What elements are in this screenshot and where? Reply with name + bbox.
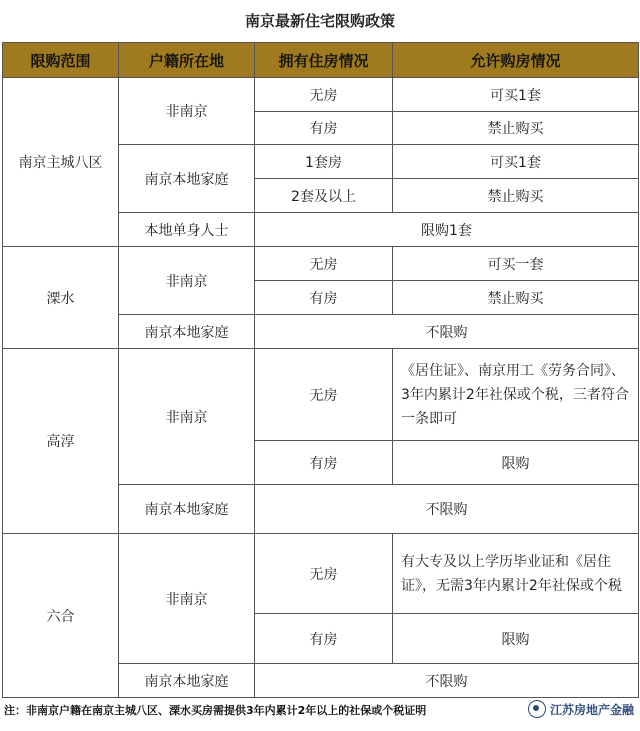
page-title: 南京最新住宅限购政策 — [244, 12, 395, 30]
allowed-cell: 可买一套 — [393, 247, 639, 281]
allowed-cell: 有大专及以上学历毕业证和《居住证》，无需3年内累计2年社保或个税 — [393, 534, 639, 614]
hukou-cell: 非南京 — [119, 247, 255, 315]
allowed-cell: 限购 — [393, 441, 639, 485]
owned-cell: 有房 — [255, 112, 393, 145]
allowed-cell: 可买1套 — [393, 78, 639, 112]
owned-cell: 有房 — [255, 441, 393, 485]
hukou-cell: 本地单身人士 — [119, 213, 255, 247]
allowed-cell: 限购 — [393, 614, 639, 664]
owned-cell: 1套房 — [255, 145, 393, 179]
allowed-cell: 禁止购买 — [393, 112, 639, 145]
owned-cell: 无房 — [255, 247, 393, 281]
allowed-cell: 可买1套 — [393, 145, 639, 179]
allowed-cell: 不限购 — [255, 664, 639, 698]
area-cell: 溧水 — [3, 247, 119, 349]
table-row — [3, 78, 639, 112]
hukou-cell: 南京本地家庭 — [119, 485, 255, 534]
hukou-cell: 南京本地家庭 — [119, 145, 255, 213]
owned-cell: 无房 — [255, 78, 393, 112]
owned-cell: 无房 — [255, 349, 393, 441]
owned-cell: 2套及以上 — [255, 179, 393, 213]
policy-table — [2, 42, 639, 698]
table-row — [3, 534, 639, 614]
allowed-cell: 禁止购买 — [393, 179, 639, 213]
table-row — [3, 349, 639, 441]
area-cell: 六合 — [3, 534, 119, 698]
header-hukou: 户籍所在地 — [119, 43, 255, 78]
owned-cell: 无房 — [255, 534, 393, 614]
hukou-cell: 南京本地家庭 — [119, 664, 255, 698]
table-row — [3, 247, 639, 281]
allowed-cell: 不限购 — [255, 485, 639, 534]
header-allowed: 允许购房情况 — [393, 43, 639, 78]
watermark — [528, 700, 634, 718]
wechat-account-icon — [528, 700, 546, 718]
owned-cell: 有房 — [255, 281, 393, 315]
allowed-cell: 不限购 — [255, 315, 639, 349]
hukou-cell: 南京本地家庭 — [119, 315, 255, 349]
allowed-cell: 《居住证》、南京用工《劳务合同》、3年内累计2年社保或个税，三者符合一条即可 — [393, 349, 639, 441]
footnote: 注：非南京户籍在南京主城八区、溧水买房需提供3年内累计2年以上的社保或个税证明 — [4, 704, 427, 717]
hukou-cell: 非南京 — [119, 78, 255, 145]
table-header-row — [3, 43, 639, 78]
watermark-text: 江苏房地产金融 — [549, 702, 634, 717]
allowed-cell: 禁止购买 — [393, 281, 639, 315]
header-scope: 限购范围 — [3, 43, 119, 78]
hukou-cell: 非南京 — [119, 534, 255, 664]
owned-cell: 有房 — [255, 614, 393, 664]
area-cell: 高淳 — [3, 349, 119, 534]
hukou-cell: 非南京 — [119, 349, 255, 485]
header-owned: 拥有住房情况 — [255, 43, 393, 78]
area-cell: 南京主城八区 — [3, 78, 119, 247]
allowed-cell: 限购1套 — [255, 213, 639, 247]
